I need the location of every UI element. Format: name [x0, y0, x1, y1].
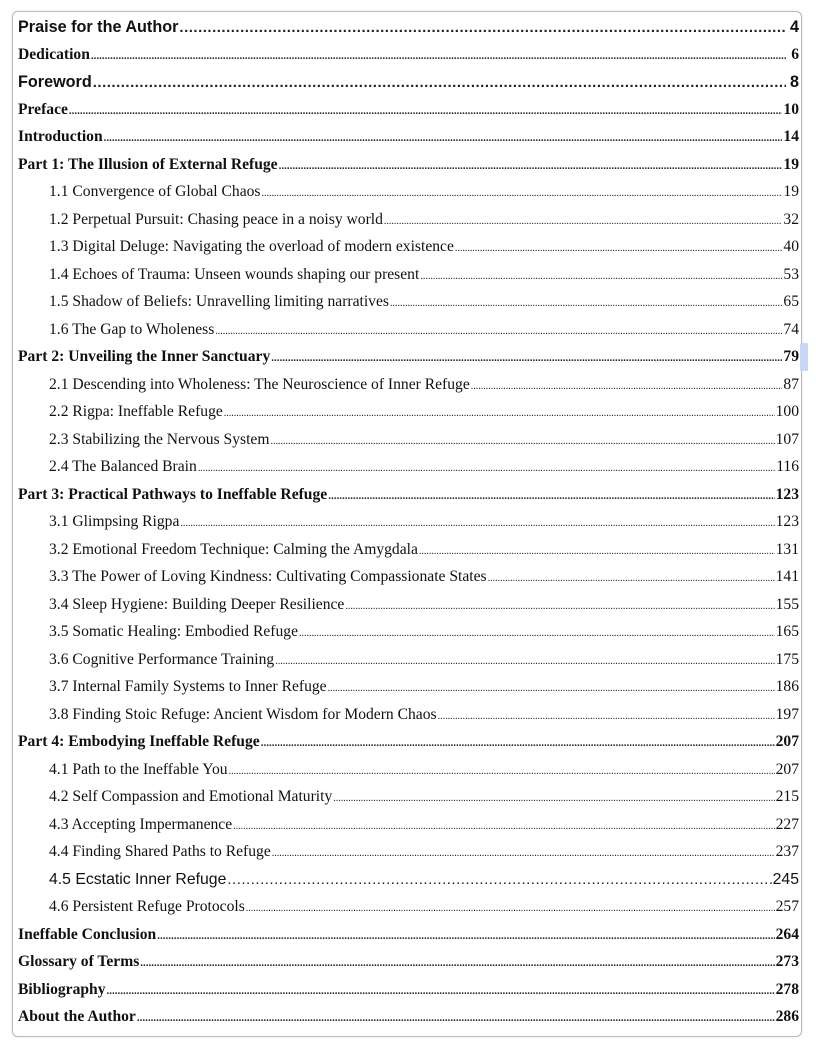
- dot-leader: [246, 903, 775, 914]
- toc-entry-heading[interactable]: [18, 128, 799, 156]
- toc-entry-title: 1.1 Convergence of Global Chaos: [49, 183, 261, 200]
- toc-entry-page-number: 264: [775, 925, 799, 943]
- toc-entry-title: 1.6 The Gap to Wholeness: [49, 320, 215, 338]
- toc-entry-page-number: 40: [783, 238, 799, 255]
- toc-entry-title: 1.2 Perpetual Pursuit: Chasing peace in a noisy world: [49, 210, 383, 228]
- toc-entry-title: Dedication: [18, 45, 90, 63]
- toc-entry-subsection[interactable]: [18, 513, 799, 541]
- dot-leader: [137, 1012, 775, 1024]
- dot-leader: [390, 298, 782, 309]
- toc-entry-subsection[interactable]: [18, 843, 799, 871]
- toc-entry-title: About the Author: [18, 1008, 136, 1025]
- dot-leader: [471, 381, 783, 392]
- toc-entry-page-number: 207: [775, 733, 799, 750]
- dot-leader: [227, 871, 771, 888]
- toc-entry-title: 3.4 Sleep Hygiene: Building Deeper Resilience: [49, 595, 345, 613]
- toc-entry-title: 4.2 Self Compassion and Emotional Maturity: [49, 788, 333, 805]
- toc-entry-page-number: 286: [775, 1008, 799, 1025]
- toc-entry-page-number: 123: [775, 513, 799, 530]
- toc-entry-title: 2.2 Rigpa: Ineffable Refuge: [49, 403, 223, 420]
- dot-leader: [224, 408, 775, 419]
- toc-entry-title: 2.1 Descending into Wholeness: The Neuroscience of Inner Refuge: [49, 375, 470, 393]
- dot-leader: [419, 546, 775, 557]
- dot-leader: [328, 683, 775, 694]
- toc-entry-subsection[interactable]: [18, 266, 799, 294]
- dot-leader: [333, 793, 774, 804]
- dot-leader: [328, 490, 774, 502]
- toc-entry-page-number: 32: [783, 210, 799, 228]
- toc-entry-title: 4.1 Path to the Ineffable You: [49, 760, 228, 778]
- toc-entry-page-number: 207: [775, 760, 799, 778]
- dot-leader: [69, 105, 782, 117]
- dot-leader: [107, 985, 775, 997]
- toc-entry-page-number: 87: [783, 375, 799, 393]
- toc-entry-heading[interactable]: [18, 1008, 799, 1036]
- toc-entry-page-number: 245: [772, 870, 799, 888]
- dot-leader: [91, 50, 786, 62]
- toc-entry-heading[interactable]: [18, 953, 799, 981]
- toc-entry-title: Part 3: Practical Pathways to Ineffable Refuge: [18, 485, 328, 503]
- toc-entry-page-number: 6: [791, 45, 799, 63]
- toc-entry-page-number: 116: [776, 458, 799, 475]
- toc-entry-title: Bibliography: [18, 980, 106, 998]
- toc-entry-page-number: 175: [775, 650, 799, 668]
- toc-entry-heading[interactable]: [18, 348, 799, 376]
- toc-entry-subsection[interactable]: [18, 623, 799, 651]
- toc-entry-title: 3.6 Cognitive Performance Training: [49, 650, 275, 668]
- toc-entry-subsection[interactable]: [18, 238, 799, 266]
- dot-leader: [233, 821, 774, 832]
- toc-entry-subsection[interactable]: [18, 568, 799, 596]
- toc-entry-title: 1.5 Shadow of Beliefs: Unravelling limiting narratives: [49, 293, 389, 310]
- toc-entry-page-number: 8: [789, 73, 799, 91]
- dot-leader: [179, 19, 786, 36]
- dot-leader: [384, 216, 782, 227]
- toc-entry-subsection[interactable]: [18, 788, 799, 816]
- toc-entry-page-number: 165: [775, 623, 799, 640]
- toc-entry-title: Foreword: [18, 73, 92, 91]
- toc-entry-title: 2.4 The Balanced Brain: [49, 458, 197, 475]
- toc-entry-subsection[interactable]: [18, 183, 799, 211]
- toc-entry-title: 3.7 Internal Family Systems to Inner Refuge: [49, 678, 327, 695]
- toc-entry-heading[interactable]: [18, 486, 799, 514]
- dot-leader: [93, 74, 786, 91]
- toc-entry-heading[interactable]: [18, 156, 799, 184]
- toc-entry-heading[interactable]: [18, 101, 799, 129]
- toc-entry-subsection[interactable]: [18, 871, 799, 899]
- toc-entry-subsection[interactable]: [18, 898, 799, 926]
- toc-entry-title: 3.5 Somatic Healing: Embodied Refuge: [49, 623, 299, 640]
- toc-entry-title: 1.4 Echoes of Trauma: Unseen wounds shaping our present: [49, 265, 420, 283]
- toc-entry-subsection[interactable]: [18, 816, 799, 844]
- toc-entry-title: 4.4 Finding Shared Paths to Refuge: [49, 843, 271, 860]
- toc-entry-subsection[interactable]: [18, 706, 799, 734]
- toc-entry-title: Part 1: The Illusion of External Refuge: [18, 155, 278, 173]
- toc-entry-heading[interactable]: [18, 926, 799, 954]
- toc-entry-page-number: 79: [783, 348, 799, 365]
- toc-entry-page-number: 131: [775, 540, 799, 558]
- toc-entry-page-number: 215: [775, 788, 799, 805]
- toc-entry-title: 1.3 Digital Deluge: Navigating the overload of modern existence: [49, 238, 454, 255]
- dot-leader: [140, 957, 774, 969]
- toc-entry-heading[interactable]: [18, 18, 799, 46]
- dot-leader: [279, 160, 783, 172]
- toc-entry-title: Ineffable Conclusion: [18, 925, 157, 943]
- toc-entry-title: 4.3 Accepting Impermanence: [49, 815, 233, 833]
- toc-entry-page-number: 4: [789, 18, 799, 36]
- scroll-position-marker[interactable]: [800, 343, 808, 371]
- toc-entry-page-number: 197: [775, 705, 799, 723]
- toc-entry-title: 4.5 Ecstatic Inner Refuge: [49, 870, 227, 888]
- toc-entry-title: 3.3 The Power of Loving Kindness: Cultivating Compassionate States: [49, 568, 487, 585]
- toc-entry-subsection[interactable]: [18, 678, 799, 706]
- toc-entry-page-number: 53: [783, 265, 799, 283]
- toc-entry-subsection[interactable]: [18, 651, 799, 679]
- toc-entry-subsection[interactable]: [18, 293, 799, 321]
- toc-entry-title: Praise for the Author: [18, 18, 179, 36]
- toc-entry-title: Glossary of Terms: [18, 953, 140, 970]
- dot-leader: [420, 271, 782, 282]
- dot-leader: [271, 352, 782, 364]
- toc-entry-page-number: 107: [775, 430, 799, 448]
- dot-leader: [261, 188, 782, 199]
- dot-leader: [180, 518, 774, 529]
- toc-entry-title: 3.8 Finding Stoic Refuge: Ancient Wisdom for Modern Chaos: [49, 705, 437, 723]
- toc-entry-title: 2.3 Stabilizing the Nervous System: [49, 430, 270, 448]
- toc-entry-heading[interactable]: [18, 733, 799, 761]
- toc-entry-title: 3.2 Emotional Freedom Technique: Calming the Amygdala: [49, 540, 418, 558]
- toc-entry-page-number: 237: [775, 843, 799, 860]
- toc-entry-subsection[interactable]: [18, 761, 799, 789]
- toc-entry-subsection[interactable]: [18, 596, 799, 624]
- toc-entry-page-number: 257: [775, 898, 799, 915]
- dot-leader: [104, 132, 783, 144]
- toc-entry-page-number: 227: [775, 815, 799, 833]
- toc-entry-page-number: 65: [783, 293, 799, 310]
- toc-entry-subsection[interactable]: [18, 458, 799, 486]
- dot-leader: [438, 711, 775, 722]
- dot-leader: [488, 573, 775, 584]
- toc-entry-page-number: 19: [783, 155, 799, 173]
- toc-entry-subsection[interactable]: [18, 541, 799, 569]
- toc-entry-title: Preface: [18, 100, 68, 118]
- toc-entry-title: 4.6 Persistent Refuge Protocols: [49, 898, 245, 915]
- dot-leader: [261, 737, 775, 749]
- dot-leader: [455, 243, 783, 254]
- dot-leader: [299, 628, 775, 639]
- toc-entry-page-number: 141: [775, 568, 799, 585]
- toc-entry-heading[interactable]: [18, 981, 799, 1009]
- toc-entry-page-number: 74: [783, 320, 799, 338]
- dot-leader: [198, 463, 775, 474]
- dot-leader: [157, 930, 774, 942]
- toc-entry-page-number: 10: [783, 100, 799, 118]
- toc-entry-subsection[interactable]: [18, 403, 799, 431]
- toc-entry-page-number: 100: [775, 403, 799, 420]
- toc-entry-subsection[interactable]: [18, 376, 799, 404]
- toc-entry-page-number: 278: [775, 980, 799, 998]
- toc-entry-subsection[interactable]: [18, 321, 799, 349]
- toc-entry-subsection[interactable]: [18, 211, 799, 239]
- toc-entry-page-number: 19: [783, 183, 799, 200]
- dot-leader: [272, 848, 775, 859]
- toc-entry-page-number: 155: [775, 595, 799, 613]
- toc-entry-title: Part 2: Unveiling the Inner Sanctuary: [18, 348, 271, 365]
- toc-entry-page-number: 123: [775, 485, 799, 503]
- toc-entry-heading[interactable]: [18, 73, 799, 101]
- toc-entry-heading[interactable]: [18, 46, 799, 74]
- toc-entry-page-number: 186: [775, 678, 799, 695]
- toc-entry-page-number: 273: [775, 953, 799, 970]
- toc-entry-page-number: 14: [783, 128, 799, 145]
- dot-leader: [215, 326, 782, 337]
- toc-entry-title: Part 4: Embodying Ineffable Refuge: [18, 733, 260, 750]
- dot-leader: [229, 766, 775, 777]
- dot-leader: [270, 436, 774, 447]
- table-of-contents: [18, 18, 799, 1036]
- toc-entry-subsection[interactable]: [18, 431, 799, 459]
- dot-leader: [275, 656, 774, 667]
- toc-entry-title: Introduction: [18, 128, 103, 145]
- dot-leader: [345, 601, 774, 612]
- toc-entry-title: 3.1 Glimpsing Rigpa: [49, 513, 180, 530]
